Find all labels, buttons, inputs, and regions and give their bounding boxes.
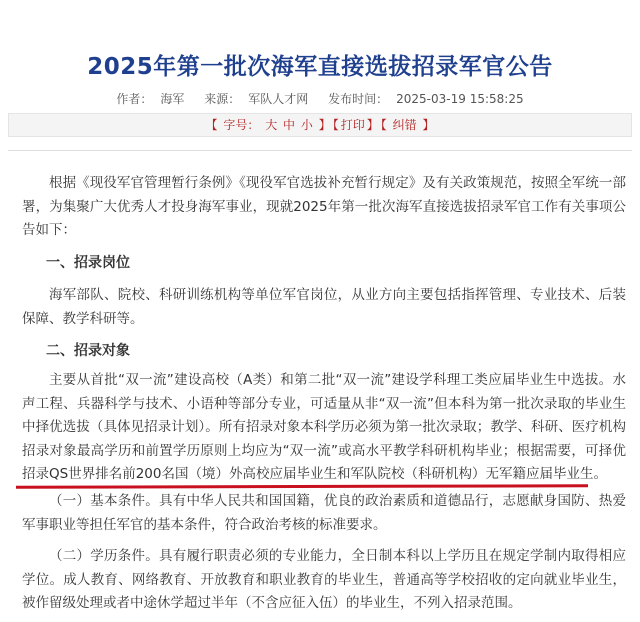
print-button[interactable]: 打印: [340, 118, 365, 132]
page-title: 2025年第一批次海军直接选拔招录军官公告: [87, 54, 553, 81]
source-value: 军队人才网: [248, 92, 309, 106]
author-label: 作者：: [116, 92, 153, 106]
font-size-large-button[interactable]: 大: [265, 118, 278, 132]
positions-paragraph: 海军部队、院校、科研训练机构等单位军官岗位，从业方向主要包括指挥管理、专业技术、后装保障、教学科研等。: [22, 287, 626, 327]
publish-time-label: 发布时间：: [328, 92, 389, 106]
bracket: 】: [366, 118, 379, 132]
article-meta: [0, 90, 640, 107]
basic-conditions-paragraph: （一）基本条件。具有中华人民共和国国籍，优良的政治素质和道德品行，志愿献身国防、热爱军事职业等担任军官的基本条件，符合政治考核的标准要求。: [22, 493, 626, 533]
bracket: 【: [332, 118, 339, 132]
font-size-label: 字号：: [223, 118, 260, 132]
bracket: 【: [380, 118, 387, 132]
author-info: [112, 92, 188, 106]
source-info: [200, 92, 312, 106]
article-toolbar: [8, 113, 632, 137]
highlight-underline: [16, 484, 588, 488]
bracket: 】: [422, 118, 435, 132]
divider: [8, 150, 632, 151]
targets-paragraph: 主要从首批“双一流”建设高校（A类）和第二批“双一流”建设学科理工类应届毕业生中选拔。水声工程、兵器科学与技术、小语种等部分专业，可适量从非“双一流”但本科为第一批次录取的毕业生中择优选拔（具体见招录计划）。所有招录对象本科学历必须为第一批次录取；教学、科研、医疗机构招录对象最高学历和前置学历原则上均应为“双一流”或高水平教学科研机构毕业；根据需要，可择优招录QS世界排名前200名国（境）外高校应届毕业生和军队院校（科研机构）无军籍应届毕业生。: [22, 372, 626, 482]
intro-paragraph: 根据《现役军官管理暂行条例》《现役军官选拔补充暂行规定》及有关政策规范，按照全军统一部署，为集聚广大优秀人才投身海军事业，现就2025年第一批次海军直接选拔招录军官工作有关事项公告如下：: [22, 175, 626, 238]
font-size-small-button[interactable]: 小: [300, 118, 313, 132]
source-label: 来源：: [204, 92, 241, 106]
correction-button[interactable]: 纠错: [392, 118, 417, 132]
publish-time-value: 2025-03-19 15:58:25: [396, 92, 524, 106]
bracket: 【: [205, 118, 218, 132]
bracket: 】: [318, 118, 331, 132]
education-conditions-paragraph: （二）学历条件。具有履行职责必须的专业能力，全日制本科以上学历且在规定学制内取得相应学位。成人教育、网络教育、开放教育和职业教育的毕业生，普通高等学校招收的定向就业毕业生，被作留级处理或者中途休学超过半年（不含应征入伍）的毕业生，不列入招录范围。: [22, 548, 626, 611]
section-heading-positions: 一、招录岗位: [46, 255, 130, 271]
author-value: 海军: [160, 92, 185, 106]
publish-time-info: [324, 92, 527, 106]
section-heading-targets: 二、招录对象: [46, 343, 130, 359]
font-size-medium-button[interactable]: 中: [283, 118, 296, 132]
